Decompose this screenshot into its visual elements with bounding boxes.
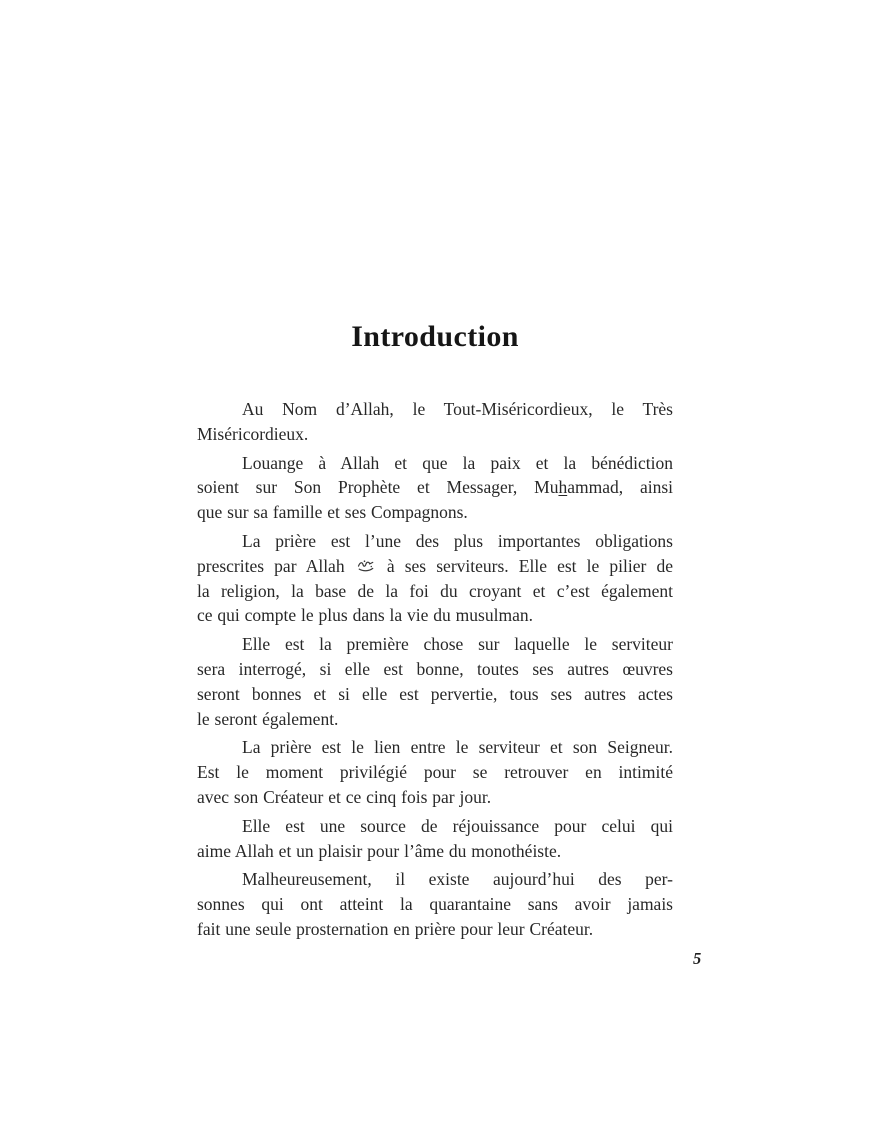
text-line: avec son Créateur et ce cinq fois par jour. xyxy=(197,786,492,807)
paragraph xyxy=(197,814,673,864)
text-line: Malheureusement, il existe aujourd’hui des per- xyxy=(242,869,673,890)
paragraph xyxy=(197,735,673,809)
text-line: la religion, la base de la foi du croyant et c’est également xyxy=(197,580,673,601)
text-line: ce qui compte le plus dans la vie du musulman. xyxy=(197,605,533,626)
text-line: seront bonnes et si elle est pervertie, tous ses autres actes xyxy=(197,683,673,704)
text-line: Au Nom d’Allah, le Tout-Miséricordieux, le Très xyxy=(242,399,673,419)
text-line: fait une seule prosternation en prière pour leur Créateur. xyxy=(197,918,594,939)
text-line: sonnes qui ont atteint la quarantaine sans avoir jamais xyxy=(197,894,673,915)
text-line: Miséricordieux. xyxy=(197,423,309,444)
text-line: Louange à Allah et que la paix et la bénédiction xyxy=(242,452,673,473)
page-number: 5 xyxy=(693,949,702,968)
text-line: Elle est une source de réjouissance pour celui qui xyxy=(242,815,673,836)
text-line: Elle est la première chose sur laquelle le serviteur xyxy=(242,634,673,655)
chapter-title: Introduction xyxy=(351,320,519,353)
text-line: aime Allah et un plaisir pour l’âme du monothéiste. xyxy=(197,840,562,861)
underlined-h: h xyxy=(558,477,568,498)
text-line: le seront également. xyxy=(197,708,339,729)
text-line: La prière est le lien entre le serviteur et son Seigneur. xyxy=(242,737,673,758)
paragraph xyxy=(197,529,673,628)
paragraph xyxy=(197,867,673,941)
allah-honorific-icon xyxy=(357,560,375,573)
text-line: soient sur Son Prophète et Messager, Muhammad, ainsi xyxy=(197,477,673,498)
paragraph xyxy=(197,451,673,525)
text-line: Est le moment privilégié pour se retrouver en intimité xyxy=(197,762,673,783)
text-line: que sur sa famille et ses Compagnons. xyxy=(197,502,468,523)
text-line: prescrites par Allah à ses serviteurs. Elle est le pilier de xyxy=(197,555,674,576)
body-text xyxy=(197,397,673,942)
paragraph xyxy=(197,397,673,447)
page-content xyxy=(197,320,673,942)
text-line: La prière est l’une des plus importantes obligations xyxy=(242,530,673,551)
text-line: sera interrogé, si elle est bonne, toutes ses autres œuvres xyxy=(197,658,673,679)
paragraph xyxy=(197,632,673,731)
